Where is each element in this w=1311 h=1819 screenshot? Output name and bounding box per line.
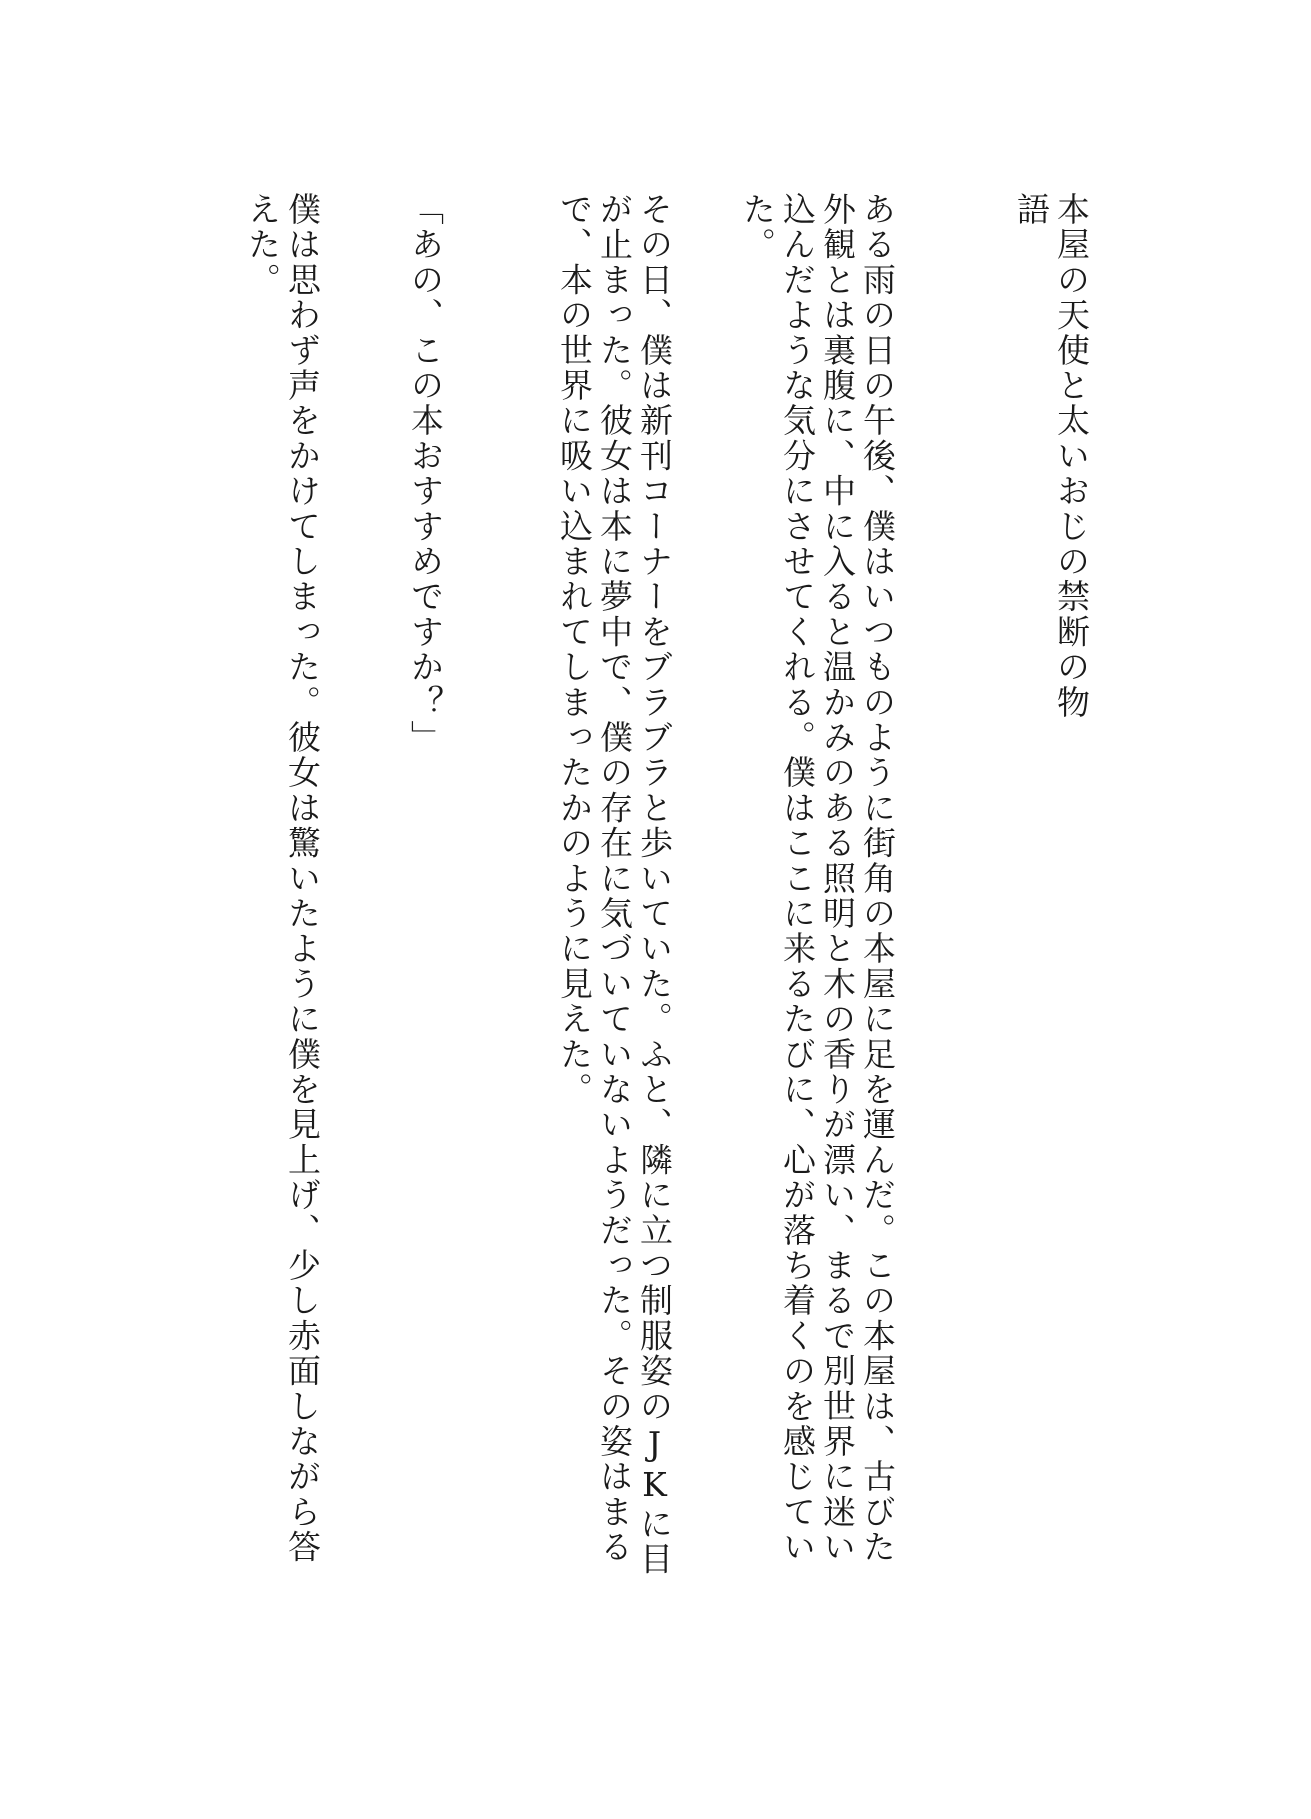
paragraph-1: ある雨の日の午後、僕はいつものように街角の本屋に足を運んだ。この本屋は、古びた外観とは裏腹に、中に入ると温かみのある照明と木の香りが漂い、まるで別世界に迷い込んだような気分にさせてくれる。僕はここに来るたびに、心が落ち着くのを感じていた。 bbox=[738, 192, 897, 1565]
dialogue-line: 「あの、この本おすすめですか？」 bbox=[406, 192, 445, 756]
paragraph-4: 僕は思わず声をかけてしまった。彼女は驚いたように僕を見上げ、少し赤面しながら答えた。 bbox=[243, 192, 322, 1565]
story-title: 本屋の天使と太いおじの禁断の物語 bbox=[1012, 192, 1091, 720]
paragraph-2: その日、僕は新刊コーナーをブラブラと歩いていた。ふと、隣に立つ制服姿のJKに目が止まった。彼女は本に夢中で、僕の存在に気づいていないようだった。その姿はまるで、本の世界に吸い込まれてしまったかのように見えた。 bbox=[555, 192, 674, 1577]
